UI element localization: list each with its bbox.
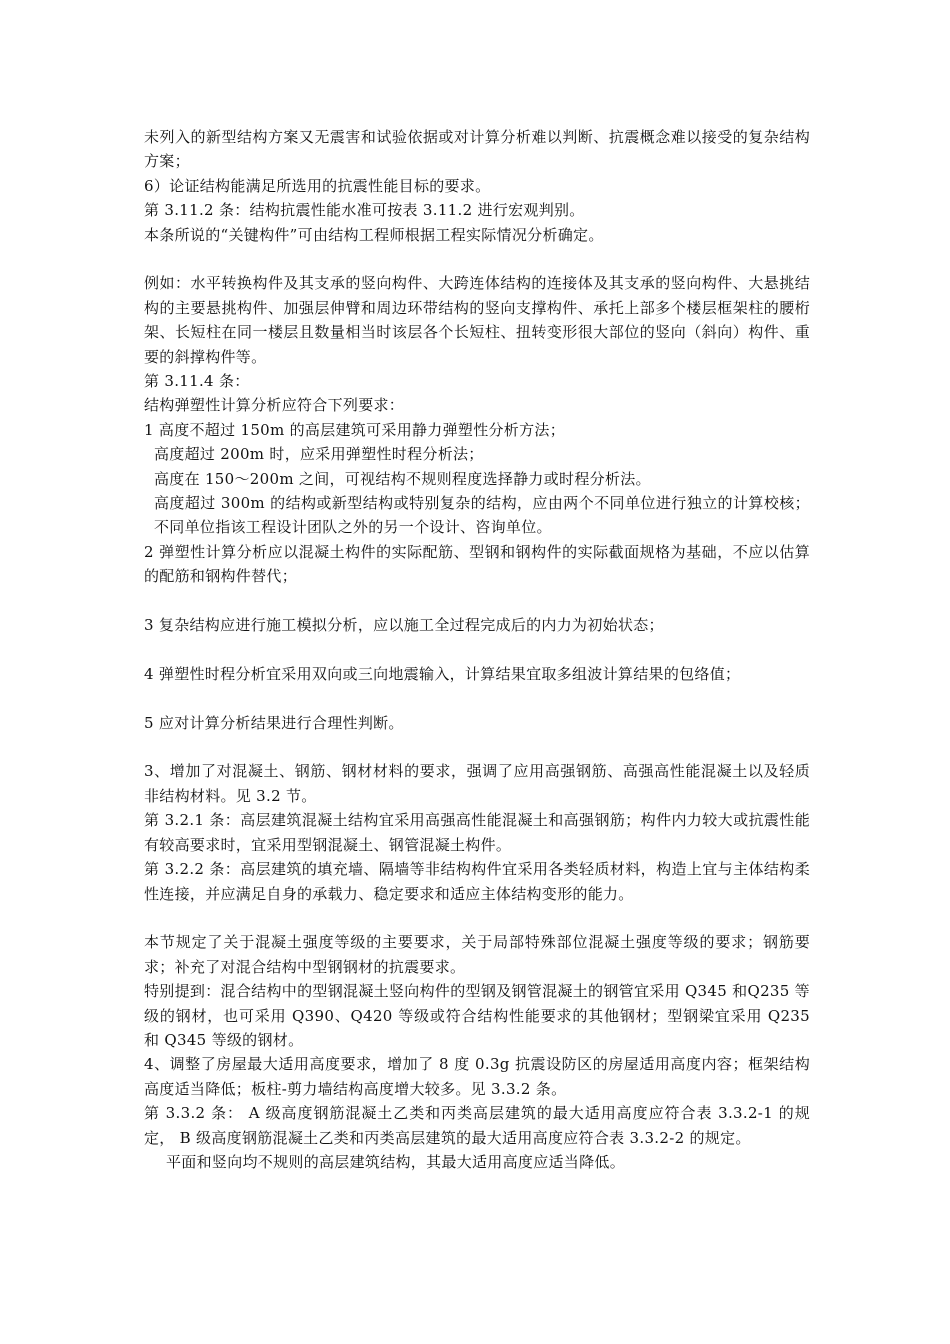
paragraph: 例如：水平转换构件及其支承的竖向构件、大跨连体结构的连接体及其支承的竖向构件、大悬挑结构的主要悬挑构件、加强层伸臂和周边环带结构的竖向支撑构件、承托上部多个楼层框架柱的腰桁架、长短柱在同一楼层且数量相当时该层各个长短柱、扭转变形很大部位的竖向（斜向）构件、重要的斜撑构件等。 — [144, 274, 810, 366]
blank-line — [144, 589, 810, 613]
paragraph: 特别提到：混合结构中的型钢混凝土竖向构件的型钢及钢管混凝土的钢管宜采用 Q345 和Q235 等级的钢材，也可采用 Q390、Q420 等级或符合结构性能要求的其他钢材；型钢梁宜采用 Q235 和 Q345 等级的钢材。 — [144, 982, 810, 1049]
document-body — [144, 125, 810, 1174]
paragraph: 第 3.11.4 条： — [144, 372, 250, 391]
blank-line — [144, 735, 810, 759]
paragraph: 第 3.11.2 条：结构抗震性能水准可按表 3.11.2 进行宏观判别。 — [144, 201, 585, 220]
list-item-continuation: 高度超过 300m 的结构或新型结构或特别复杂的结构，应由两个不同单位进行独立的计算校核；不同单位指该工程设计团队之外的另一个设计、咨询单位。 — [154, 494, 810, 537]
blank-line — [144, 686, 810, 710]
blank-line — [144, 638, 810, 662]
paragraph: 6）论证结构能满足所选用的抗震性能目标的要求。 — [144, 176, 491, 195]
blank-line — [144, 247, 810, 271]
list-item: 3 复杂结构应进行施工模拟分析，应以施工全过程完成后的内力为初始状态； — [144, 616, 664, 635]
paragraph: 3、增加了对混凝土、钢筋、钢材材料的要求，强调了应用高强钢筋、高强高性能混凝土以及轻质非结构材料。见 3.2 节。 — [144, 762, 810, 805]
list-item: 2 弹塑性计算分析应以混凝土构件的实际配筋、型钢和钢构件的实际截面规格为基础，不应以估算的配筋和钢构件替代； — [144, 542, 810, 586]
list-item: 5 应对计算分析结果进行合理性判断。 — [144, 713, 404, 732]
paragraph: 第 3.2.1 条：高层建筑混凝土结构宜采用高强高性能混凝土和高强钢筋；构件内力较大或抗震性能有较高要求时，宜采用型钢混凝土、钢管混凝土构件。 — [144, 811, 810, 854]
paragraph: 未列入的新型结构方案又无震害和试验依据或对计算分析难以判断、抗震概念难以接受的复杂结构方案； — [144, 128, 810, 171]
paragraph: 本条所说的“关键构件”可由结构工程师根据工程实际情况分析确定。 — [144, 225, 604, 244]
paragraph: 4、调整了房屋最大适用高度要求，增加了 8 度 0.3g 抗震设防区的房屋适用高度内容；框架结构高度适当降低；板柱-剪力墙结构高度增大较多。见 3.3.2 条。 — [144, 1055, 810, 1098]
list-item-continuation: 高度超过 200m 时，应采用弹塑性时程分析法； — [154, 445, 484, 464]
paragraph: 平面和竖向均不规则的高层建筑结构，其最大适用高度应适当降低。 — [166, 1152, 626, 1171]
list-item: 4 弹塑性时程分析宜采用双向或三向地震输入，计算结果宜取多组波计算结果的包络值； — [144, 664, 741, 683]
paragraph: 第 3.3.2 条： A 级高度钢筋混凝土乙类和丙类高层建筑的最大适用高度应符合表 3.3.2-1 的规定， B 级高度钢筋混凝土乙类和丙类高层建筑的最大适用高度应符合表 3.3.2-2 的规定。 — [144, 1104, 810, 1147]
paragraph: 结构弹塑性计算分析应符合下列要求： — [144, 396, 405, 415]
list-item: 1 高度不超过 150m 的高层建筑可采用静力弹塑性分析方法； — [144, 420, 566, 439]
blank-line — [144, 906, 810, 930]
list-item-continuation: 高度在 150～200m 之间，可视结构不规则程度选择静力或时程分析法。 — [154, 469, 651, 488]
paragraph: 第 3.2.2 条：高层建筑的填充墙、隔墙等非结构构件宜采用各类轻质材料，构造上宜与主体结构柔性连接，并应满足自身的承载力、稳定要求和适应主体结构变形的能力。 — [144, 860, 810, 903]
paragraph: 本节规定了关于混凝土强度等级的主要要求，关于局部特殊部位混凝土强度等级的要求；钢筋要求；补充了对混合结构中型钢钢材的抗震要求。 — [144, 933, 810, 976]
